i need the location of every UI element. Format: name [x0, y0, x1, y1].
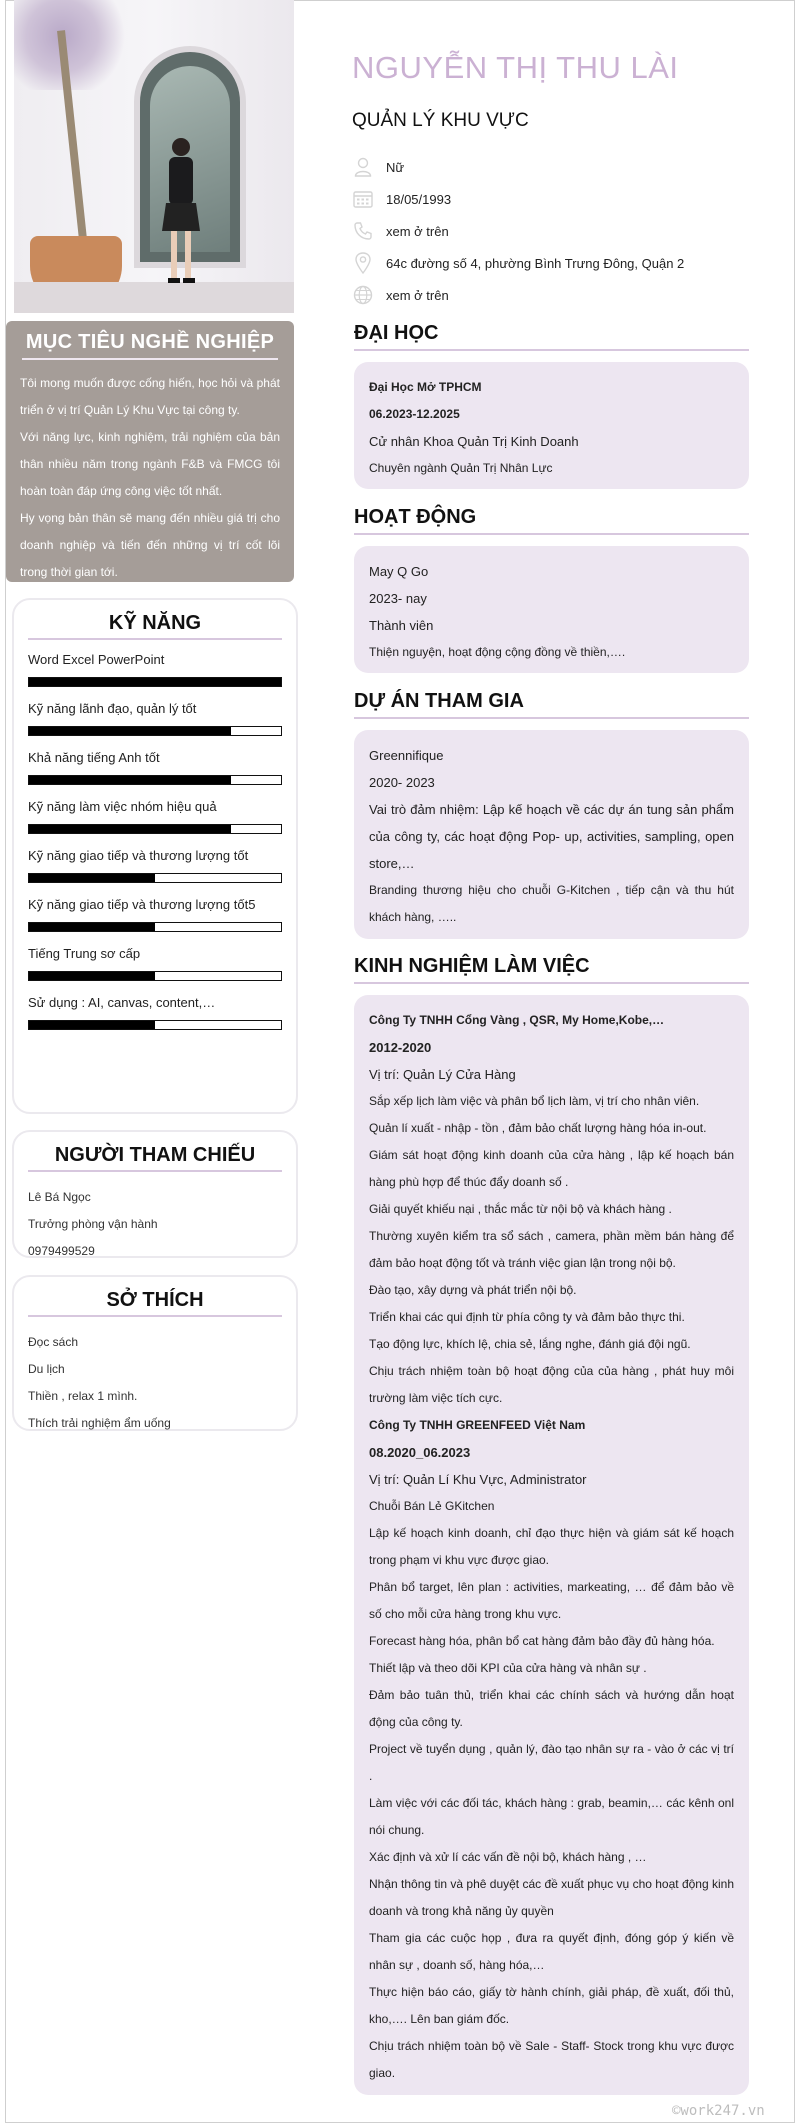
skill-name: Kỹ năng giao tiếp và thương lượng tốt — [28, 848, 249, 863]
reference-phone: 0979499529 — [28, 1244, 95, 1258]
education-period: 06.2023-12.2025 — [369, 407, 460, 421]
job-duty: Giám sát hoạt động kinh doanh của cửa hàng , lập kế hoạch bán hàng phù hợp để thúc đẩy doanh số . — [369, 1148, 734, 1189]
skill-item — [28, 701, 282, 736]
job-duty: Chuỗi Bán Lẻ GKitchen — [369, 1499, 495, 1513]
birthday-row — [352, 187, 451, 211]
career-objective-paragraph-1: Tôi mong muốn được cống hiến, học hỏi và phát triển ở vị trí Quản Lý Khu Vực tại công ty. — [20, 376, 280, 417]
skill-item — [28, 652, 282, 687]
reference-position: Trưởng phòng vận hành — [28, 1217, 158, 1231]
skill-level-bar — [28, 824, 282, 834]
references-section — [12, 1130, 298, 1258]
skill-level-fill — [29, 874, 155, 882]
skill-level-fill — [29, 825, 231, 833]
education-box — [354, 362, 749, 489]
skill-level-fill — [29, 1021, 155, 1029]
activities-box — [354, 546, 749, 673]
skill-item — [28, 995, 282, 1030]
job-company: Công Ty TNHH GREENFEED Việt Nam — [369, 1418, 586, 1432]
skill-item — [28, 750, 282, 785]
education-degree: Cử nhân Khoa Quản Trị Kinh Doanh — [369, 434, 579, 449]
phone-icon — [352, 220, 374, 242]
job-position: Vị trí: Quản Lí Khu Vực, Administrator — [369, 1472, 587, 1487]
activity-desc: Thiện nguyện, hoạt động cộng đồng về thiền,…. — [369, 645, 626, 659]
job-duty: Chịu trách nhiệm toàn bộ hoạt động của của hàng , phát huy môi trường làm việc tích cực. — [369, 1364, 734, 1405]
skill-item — [28, 946, 282, 981]
skill-level-fill — [29, 923, 155, 931]
career-objective-heading: MỤC TIÊU NGHỀ NGHIỆP — [22, 331, 278, 360]
education-school: Đại Học Mở TPHCM — [369, 380, 482, 394]
birthday-value: 18/05/1993 — [386, 191, 452, 207]
watermark: ©work247.vn — [672, 2103, 765, 2119]
job-duty: Đảm bảo tuân thủ, triển khai các chính sách và hướng dẫn hoạt động của công ty. — [369, 1688, 734, 1729]
education-heading: ĐẠI HỌC — [354, 322, 749, 351]
skill-item — [28, 897, 282, 932]
experience-heading: KINH NGHIỆM LÀM VIỆC — [354, 955, 749, 984]
skill-name: Tiếng Trung sơ cấp — [28, 946, 141, 961]
skill-level-bar — [28, 922, 282, 932]
hobby-item: Đọc sách — [28, 1335, 79, 1349]
skill-level-bar — [28, 971, 282, 981]
job-duty: Giải quyết khiếu nại , thắc mắc từ nội bộ và khách hàng . — [369, 1202, 672, 1216]
project-line: Vai trò đảm nhiệm: Lập kế hoạch về các dự án tung sản phẩm của công ty, các hoạt động Pop- up, activities, sampling, open store,… — [369, 802, 734, 871]
reference-name: Lê Bá Ngọc — [28, 1190, 91, 1204]
career-objective-section — [6, 321, 294, 582]
activity-role: Thành viên — [369, 618, 434, 633]
activity-period: 2023- nay — [369, 591, 427, 606]
activities-heading: HOẠT ĐỘNG — [354, 506, 749, 535]
job-period: 2012-2020 — [369, 1040, 432, 1055]
website-row — [352, 283, 449, 307]
job-duty: Thường xuyên kiểm tra sổ sách , camera, phần mềm bán hàng để đảm bảo hoạt động tốt và tránh việc gian lận trong nội bộ. — [369, 1229, 734, 1270]
projects-heading: DỰ ÁN THAM GIA — [354, 690, 749, 719]
skill-level-fill — [29, 678, 281, 686]
hobbies-section — [12, 1275, 298, 1431]
job-duty: Project về tuyển dụng , quản lý, đào tạo nhân sự ra - vào ở các vị trí . — [369, 1742, 734, 1783]
website-value: xem ở trên — [386, 287, 449, 303]
gender-row — [352, 155, 404, 179]
job-duty: Thực hiện báo cáo, giấy tờ hành chính, giải pháp, đề xuất, đối thủ, kho,…. Lên ban giám đốc. — [369, 1985, 734, 2026]
calendar-icon — [352, 188, 374, 210]
career-objective-paragraph-3: Hy vọng bản thân sẽ mang đến nhiều giá trị cho doanh nghiệp và tiến đến những vị trí cốt lõi trong thời gian tới. — [20, 511, 280, 579]
candidate-name: NGUYỄN THỊ THU LÀI — [352, 50, 679, 85]
phone-value: xem ở trên — [386, 223, 449, 239]
address-row — [352, 251, 684, 275]
skill-name: Kỹ năng lãnh đạo, quản lý tốt — [28, 701, 197, 716]
skill-name: Kỹ năng làm việc nhóm hiệu quả — [28, 799, 217, 814]
job-duty: Sắp xếp lịch làm việc và phân bổ lịch làm, vị trí cho nhân viên. — [369, 1094, 700, 1108]
hobby-item: Thiền , relax 1 mình. — [28, 1389, 138, 1403]
job-company: Công Ty TNHH Cổng Vàng , QSR, My Home,Kobe,… — [369, 1013, 665, 1027]
project-name: Greennifique — [369, 748, 444, 763]
job-duty: Đào tạo, xây dựng và phát triển nội bộ. — [369, 1283, 577, 1297]
job-position: Vị trí: Quản Lý Cửa Hàng — [369, 1067, 516, 1082]
project-line: Branding thương hiệu cho chuỗi G-Kitchen , tiếp cận và thu hút khách hàng, ….. — [369, 883, 734, 924]
projects-box — [354, 730, 749, 939]
skill-level-bar — [28, 677, 282, 687]
gender-value: Nữ — [386, 159, 405, 175]
globe-icon — [352, 284, 374, 306]
skill-name: Sử dụng : AI, canvas, content,… — [28, 995, 216, 1010]
education-major: Chuyên ngành Quản Trị Nhân Lực — [369, 461, 553, 475]
job-period: 08.2020_06.2023 — [369, 1445, 471, 1460]
skill-level-bar — [28, 726, 282, 736]
job-duty: Quản lí xuất - nhập - tồn , đảm bảo chất lượng hàng hóa in-out. — [369, 1121, 707, 1135]
references-heading: NGƯỜI THAM CHIẾU — [28, 1144, 282, 1172]
hobby-item: Du lịch — [28, 1362, 65, 1376]
skill-name: Word Excel PowerPoint — [28, 652, 165, 667]
skill-item — [28, 848, 282, 883]
skill-level-fill — [29, 776, 231, 784]
skills-heading: KỸ NĂNG — [28, 612, 282, 640]
job-duty: Triển khai các qui định từ phía công ty và đảm bảo thực thi. — [369, 1310, 685, 1324]
skill-level-bar — [28, 873, 282, 883]
skill-name: Kỹ năng giao tiếp và thương lượng tốt5 — [28, 897, 256, 912]
career-objective-paragraph-2: Với năng lực, kinh nghiệm, trải nghiệm của bản thân nhiều năm trong ngành F&B và FMCG tôi hoàn toàn đáp ứng công việc tốt nhất. — [20, 430, 280, 498]
skill-level-bar — [28, 1020, 282, 1030]
job-duty: Phân bổ target, lên plan : activities, markeating, … để đảm bảo về số cho mỗi cửa hàng trong khu vực. — [369, 1580, 734, 1621]
activity-org: May Q Go — [369, 564, 429, 579]
profile-photo — [14, 0, 294, 313]
job-duty: Nhận thông tin và phê duyệt các đề xuất phục vụ cho hoạt động kinh doanh và trong khả năng ủy quyền — [369, 1877, 734, 1918]
hobby-item: Thích trải nghiệm ẩm uống — [28, 1416, 171, 1430]
job-duty: Tạo động lực, khích lệ, chia sẻ, lắng nghe, đánh giá đội ngũ. — [369, 1337, 691, 1351]
skill-item — [28, 799, 282, 834]
hobbies-heading: SỞ THÍCH — [28, 1289, 282, 1317]
address-value: 64c đường số 4, phường Bình Trưng Đông, Quận 2 — [386, 255, 685, 271]
location-pin-icon — [352, 252, 374, 274]
job-duty: Lập kế hoạch kinh doanh, chỉ đạo thực hiện và giám sát kế hoạch trong phạm vi khu vực được giao. — [369, 1526, 734, 1567]
skill-level-fill — [29, 972, 155, 980]
skill-level-bar — [28, 775, 282, 785]
phone-row — [352, 219, 449, 243]
job-duty: Chịu trách nhiệm toàn bộ về Sale - Staff- Stock trong khu vực được giao. — [369, 2039, 734, 2080]
skill-name: Khả năng tiếng Anh tốt — [28, 750, 160, 765]
skills-section — [12, 598, 298, 1114]
user-icon — [352, 156, 374, 178]
job-title: QUẢN LÝ KHU VỰC — [352, 110, 529, 131]
job-duty: Làm việc với các đối tác, khách hàng : grab, beamin,… các kênh onl nói chung. — [369, 1796, 734, 1837]
job-duty: Thiết lập và theo dõi KPI của cửa hàng và nhân sự . — [369, 1661, 647, 1675]
job-duty: Forecast hàng hóa, phân bổ cat hàng đảm bảo đầy đủ hàng hóa. — [369, 1634, 715, 1648]
project-period: 2020- 2023 — [369, 775, 435, 790]
job-duty: Xác định và xử lí các vấn đề nội bộ, khách hàng , … — [369, 1850, 647, 1864]
skill-level-fill — [29, 727, 231, 735]
job-duty: Tham gia các cuộc họp , đưa ra quyết định, đóng góp ý kiến về nhân sự , doanh số, hàng hóa,… — [369, 1931, 734, 1972]
experience-box — [354, 995, 749, 2095]
